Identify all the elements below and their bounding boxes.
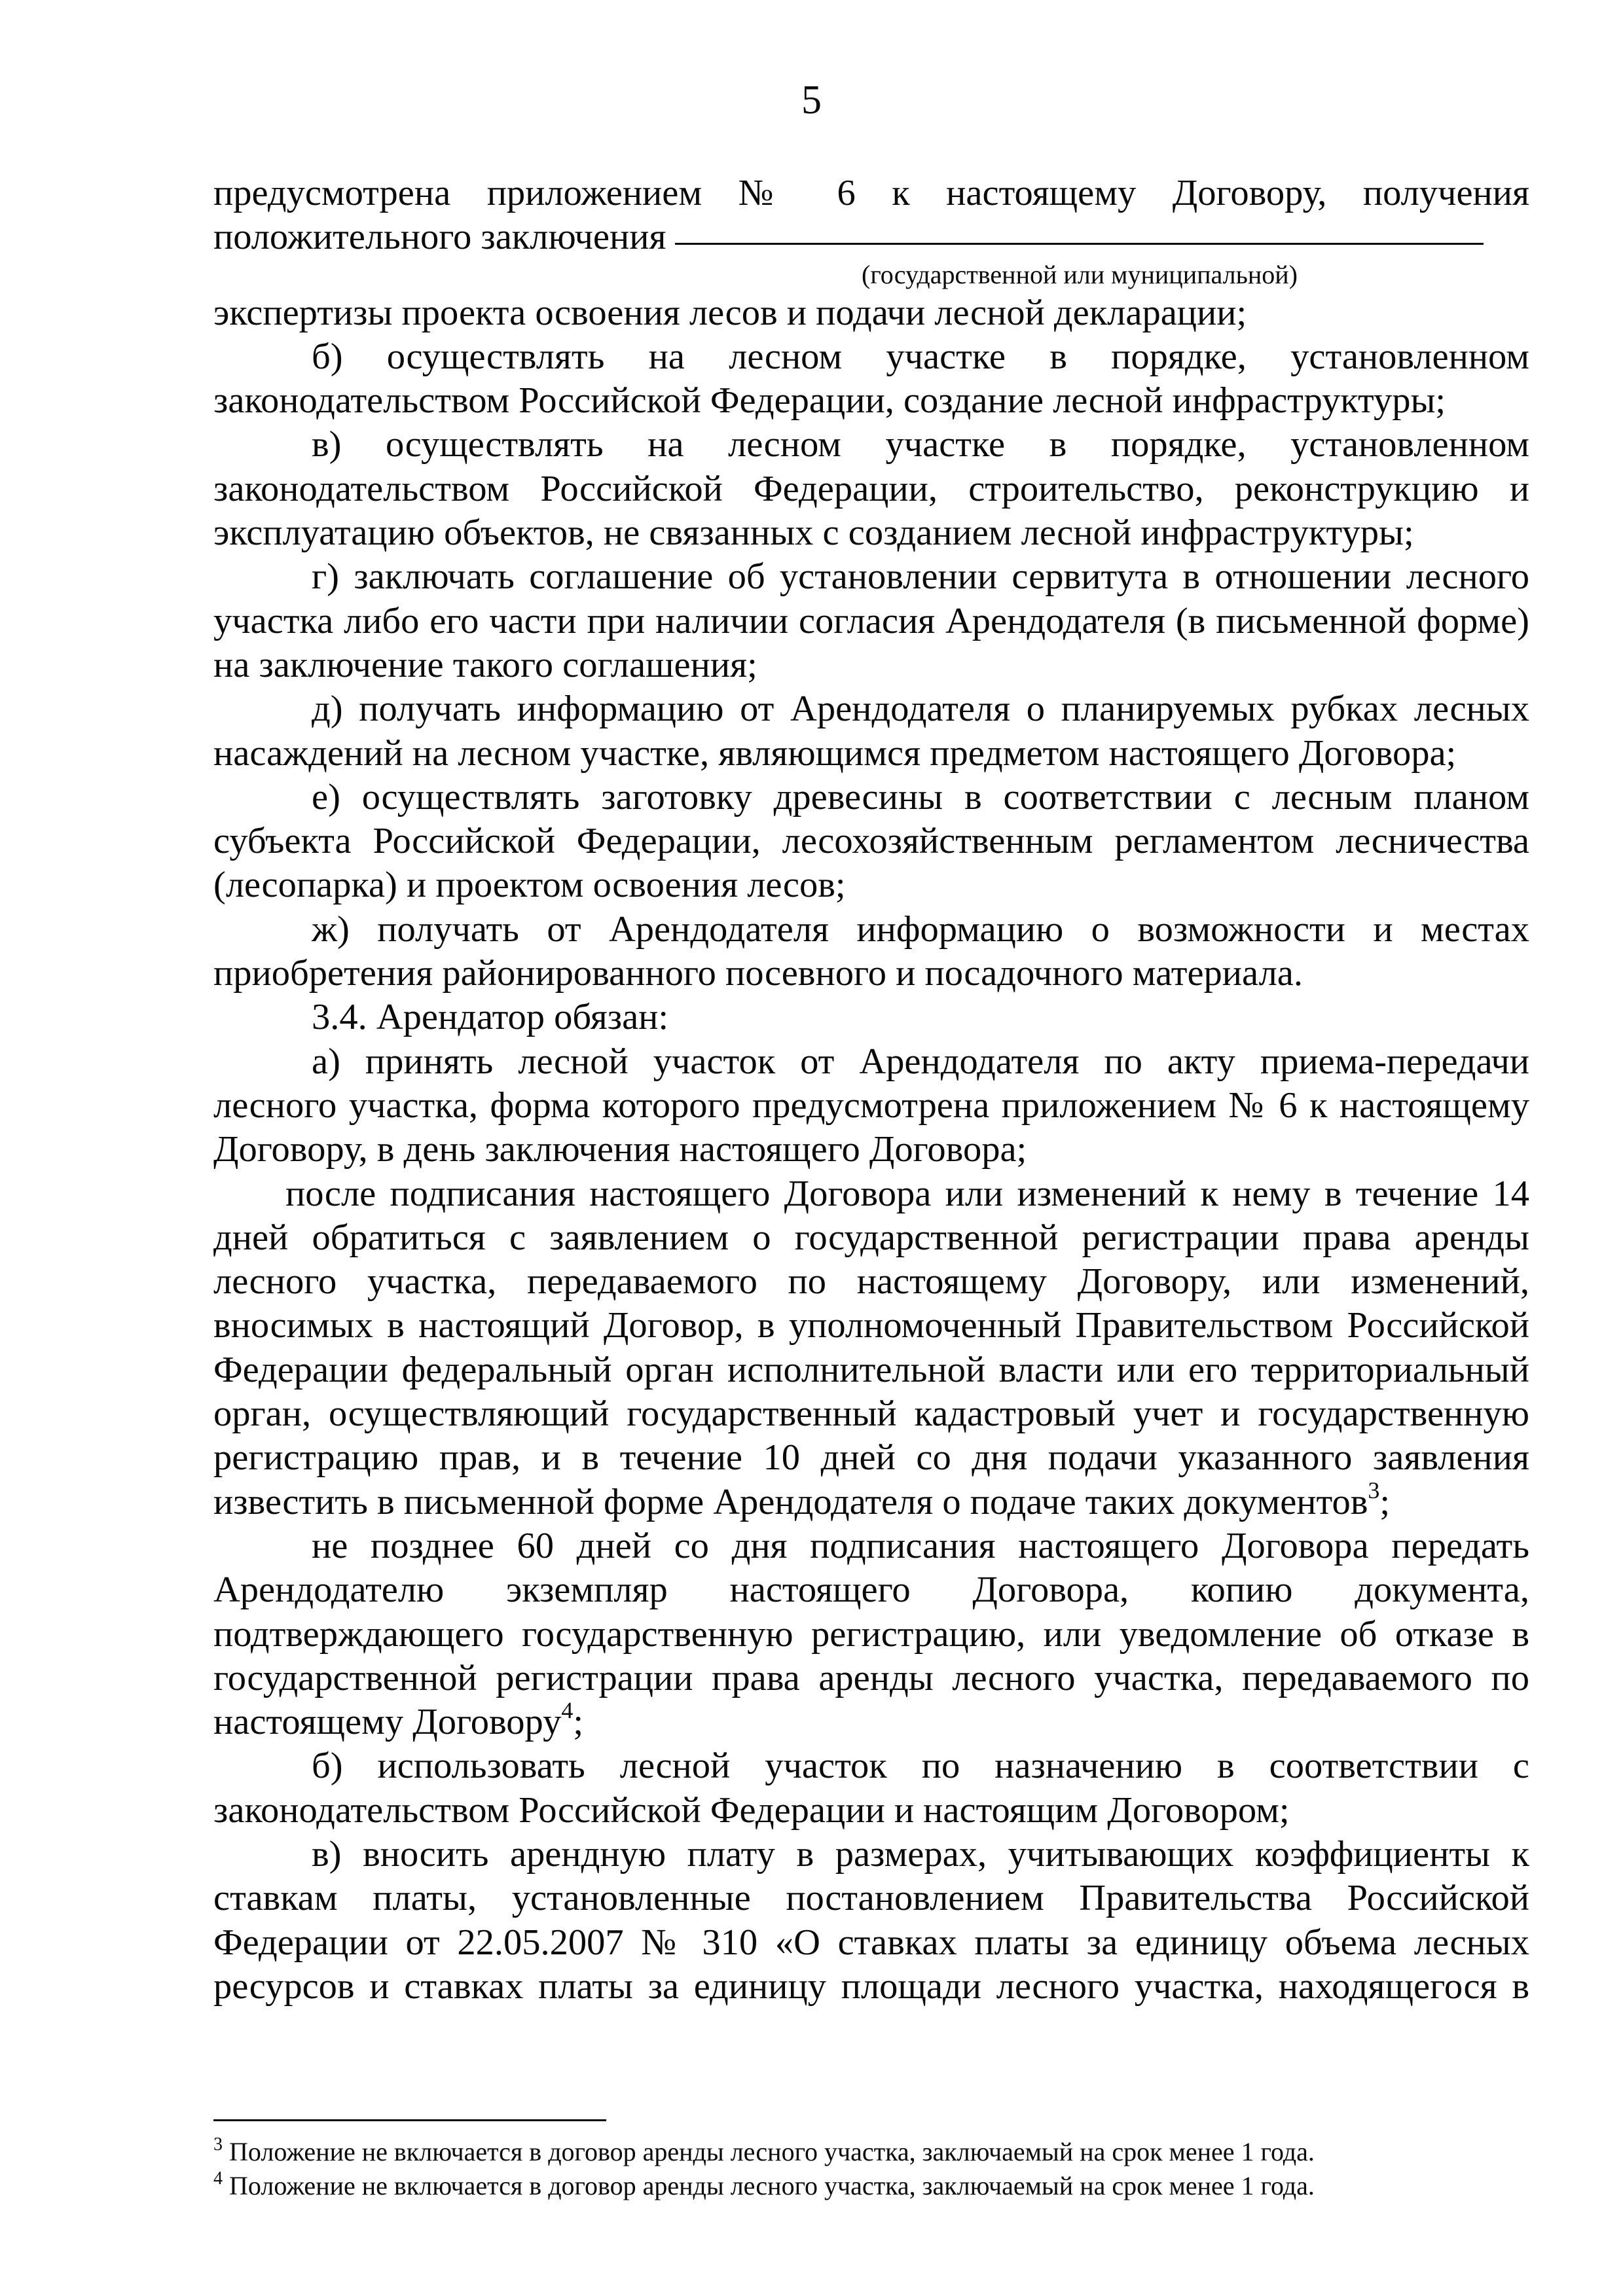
transfer-text: не позднее 60 дней со дня подписания настоящего Договора передать Арендодателю экземпляр настоящего Договора, копию документа, подтверждающего государственную регистрацию, или уведомление об отказе в государственной регистрации права аренды лесного участка, передаваемого по настоящему Договору — [213, 1525, 1529, 1743]
paragraph-item-g: г) заключать соглашение об установлении сервитута в отношении лесного участка либо его части при наличии согласия Арендодателя (в письменной форме) на заключение такого соглашения; — [213, 556, 1529, 685]
footnote-3 — [213, 2135, 1529, 2169]
section-heading-3-4: 3.4. Арендатор обязан: — [312, 997, 669, 1038]
footnote-separator — [213, 2119, 606, 2121]
paragraph-duty-a: а) принять лесной участок от Арендодателя по акту приема-передачи лесного участка, форма которого предусмотрена приложением № 6 к настоящему Договору, в день заключения настоящего Договора; — [213, 1041, 1529, 1170]
paragraph-duty-a-transfer — [213, 1524, 1529, 1744]
intro-line-2-text: положительного заключения — [213, 217, 666, 258]
footnotes — [213, 2135, 1529, 2203]
footnote-4 — [213, 2169, 1529, 2203]
paragraph-duty-v: в) вносить арендную плату в размерах, учитывающих коэффициенты к ставкам платы, установленные постановлением Правительства Российской Федерации от 22.05.2007 № 310 «О ставках платы за единицу объема лесных ресурсов и ставках платы за единицу площади лесного участка, находящегося в — [213, 1833, 1529, 2007]
footnote-3-text: Положение не включается в договор аренды лесного участка, заключаемый на срок менее 1 года. — [223, 2137, 1315, 2166]
page-number: 5 — [801, 78, 822, 122]
footnote-3-mark: 3 — [213, 2134, 223, 2155]
intro-line-1: предусмотрена приложением № 6 к настоящему Договору, получения — [213, 173, 1529, 213]
paragraph-duty-b: б) использовать лесной участок по назначению в соответствии с законодательством Российской Федерации и настоящим Договором; — [213, 1746, 1529, 1831]
footnote-ref-4: 4 — [561, 1697, 574, 1724]
document-body — [213, 171, 1529, 2009]
transfer-end: ; — [573, 1702, 584, 1743]
paragraph-item-v: в) осуществлять на лесном участке в порядке, установленном законодательством Российской Федерации, строительство, реконструкцию и эксплуатацию объектов, не связанных с созданием лесной инфраструктуры; — [213, 424, 1529, 554]
registration-text: после подписания настоящего Договора или изменений к нему в течение 14 дней обратиться с заявлением о государственной регистрации права аренды лесного участка, передаваемого по настоящему Договору, или изменений, вносимых в настоящий Договор, в уполномоченный Правительством Российской Федерации федеральный орган исполнительной власти или его территориальный орган, осуществляющий государственный кадастровый учет и государственную регистрацию прав, и в течение 10 дней со дня подачи указанного заявления известить в письменной форме Арендодателя о подаче таких документов — [213, 1173, 1529, 1522]
footnote-ref-3: 3 — [1368, 1477, 1380, 1503]
intro-line-2 — [213, 215, 1529, 259]
footnote-4-text: Положение не включается в договор аренды лесного участка, заключаемый на срок менее 1 года. — [223, 2171, 1315, 2200]
registration-end: ; — [1379, 1481, 1391, 1522]
paragraph-item-d: д) получать информацию от Арендодателя о планируемых рубках лесных насаждений на лесном участке, являющимся предметом настоящего Договора; — [213, 689, 1529, 774]
blank-caption: (государственной или муниципальной) — [862, 259, 1298, 289]
paragraph-item-e: е) осуществлять заготовку древесины в соответствии с лесным планом субъекта Российской Федерации, лесохозяйственным регламентом лесничества (лесопарка) и проектом освоения лесов; — [213, 776, 1529, 906]
paragraph-item-b: б) осуществлять на лесном участке в порядке, установленном законодательством Российской Федерации, создание лесной инфраструктуры; — [213, 336, 1529, 422]
fill-in-blank-line — [675, 243, 1484, 245]
paragraph-duty-a-registration — [213, 1172, 1529, 1524]
intro-line-3: экспертизы проекта освоения лесов и подачи лесной декларации; — [213, 292, 1247, 333]
paragraph-item-zh: ж) получать от Арендодателя информацию о возможности и местах приобретения районированного посевного и посадочного материала. — [213, 908, 1529, 994]
footnote-4-mark: 4 — [213, 2168, 223, 2189]
